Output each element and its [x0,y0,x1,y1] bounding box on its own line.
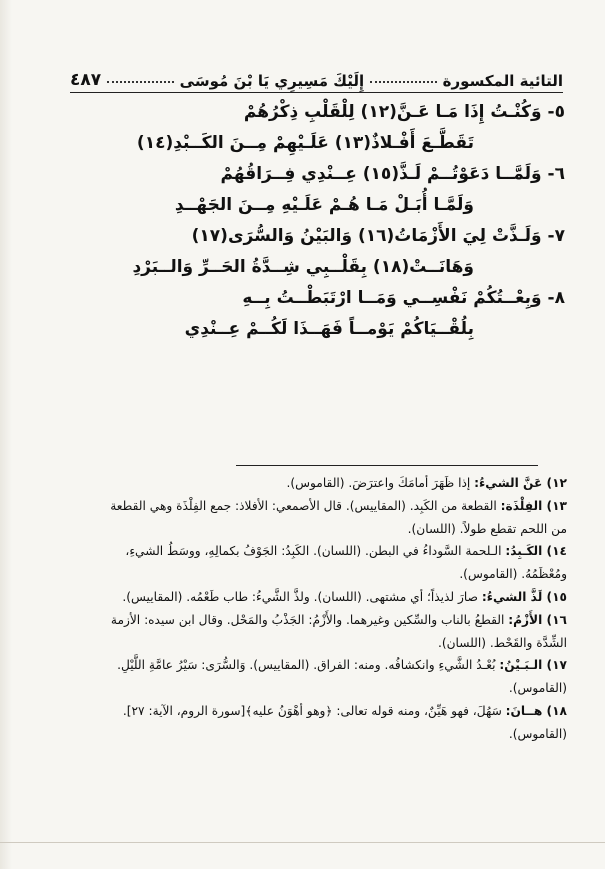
footnote-16: ١٦) الأَزْمُ: القطعُ بالناب والسِّكين وغيرهما. والأَزْمُ: الجَذْبُ والمَحْل. وقال ابن سيده: الأزمة الشِّدَّة والقَحْط. (اللسان). [110,612,567,650]
page-number: ٤٨٧ [70,70,102,90]
running-header [70,62,563,90]
poem-verses [40,98,569,346]
page-bottom-edge [0,842,605,843]
page-edge-shadow [0,0,12,869]
footnote-17: ١٧) الـبَـيْنُ: بُعْـدُ الشَّيءِ وانكشافُه. ومنه: الفراق. (المقاييس). وَالسُّرَى: سَيْرُ عامَّةِ اللَّيْلِ. (القاموس). [117,658,567,696]
verse-number: ٦- [547,164,565,184]
footnote-12: ١٢) عَنَّ الشيءُ: إذا ظَهَرَ أمامَكَ واعترَضَ. (القاموس). [286,476,567,490]
header-subtitle: إِلَيْكَ مَسِيرِي يَا بْنَ مُوسَى [179,72,365,90]
verse-5-first-hemistich: ٥- وَكُنْـتُ إِذَا مَـا عَـنَّ(١٢) لِلْقَلْبِ ذِكْرُهُمْ [243,102,565,122]
footnote-14: ١٤) الكَـبِدُ: الـلحمة السَّوداءُ في البطن. (اللسان). الكَبِدُ: الجَوْفُ بكمالِهِ، ووسَطُ الشيءِ، ومُعْظَمُهُ. (القاموس). [125,544,567,582]
header-dots-right [370,81,437,83]
verse-8-second-hemistich: بِلُقْــيَاكُمْ يَوْمــاً فَهَــذَا لَكُــمْ عِــنْدِي [184,319,474,339]
verse-8-first-hemistich: ٨- وَبِعْــتُكُمْ نَفْسِــي وَمَــا ارْتَبَطْــتُ بِــهِ [242,288,565,308]
footnote-18: ١٨) هــانَ: سَهُلَ، فهو هَيِّنٌ، ومنه قوله تعالى: ﴿وهو أهْوَنُ عليه﴾[سورة الروم، الآية: ٢٧]. (القاموس). [122,703,567,741]
verse-number: ٧- [547,226,565,246]
footnote-separator [236,465,538,466]
header-rule [70,92,563,93]
verse-6-first-hemistich: ٦- وَلَمَّــا دَعَوْتُــمْ لَـذَّ(١٥) عِــنْدِي فِــرَاقُهُمْ [220,164,565,184]
header-dots-left [107,81,174,83]
footnote-13: ١٣) الفِلْذَة: القطعة من الكَبِد. (المقاييس). قال الأصمعي: الأفلاذ: جمع الفِلْذَة وهي القطعة من اللحم تقطع طولاً. (اللسان). [110,498,567,536]
verse-number: ٥- [547,102,565,122]
header-title: التائية المكسورة [442,72,563,90]
footnote-15: ١٥) لَذَّ الشيءُ: صارَ لذيذاً؛ أي مشتهى. (اللسان). ولذَّ الشَّيءُ: طاب طَعْمُه. (المقاييس). [122,589,567,604]
verse-7-second-hemistich: وَهَانَــتْ(١٨) بِقَلْــبِي شِــدَّةُ الحَــرِّ وَالــبَرْدِ [132,257,474,277]
verse-5-second-hemistich: تَقَطَّـعَ أَفْـلاذٌ(١٣) عَلَـيْهِمْ مِــنَ الكَــبْدِ(١٤) [136,133,474,153]
verse-number: ٨- [547,288,565,308]
footnotes [44,472,567,746]
verse-6-second-hemistich: وَلَمَّـا أُبَـلْ مَـا هُـمْ عَلَـيْهِ مِــنَ الجَهْــدِ [174,195,474,215]
verse-7-first-hemistich: ٧- وَلَـذَّتْ لِيَ الأَزْمَاتُ(١٦) وَالبَيْنُ وَالسُّرَى(١٧) [191,226,565,246]
